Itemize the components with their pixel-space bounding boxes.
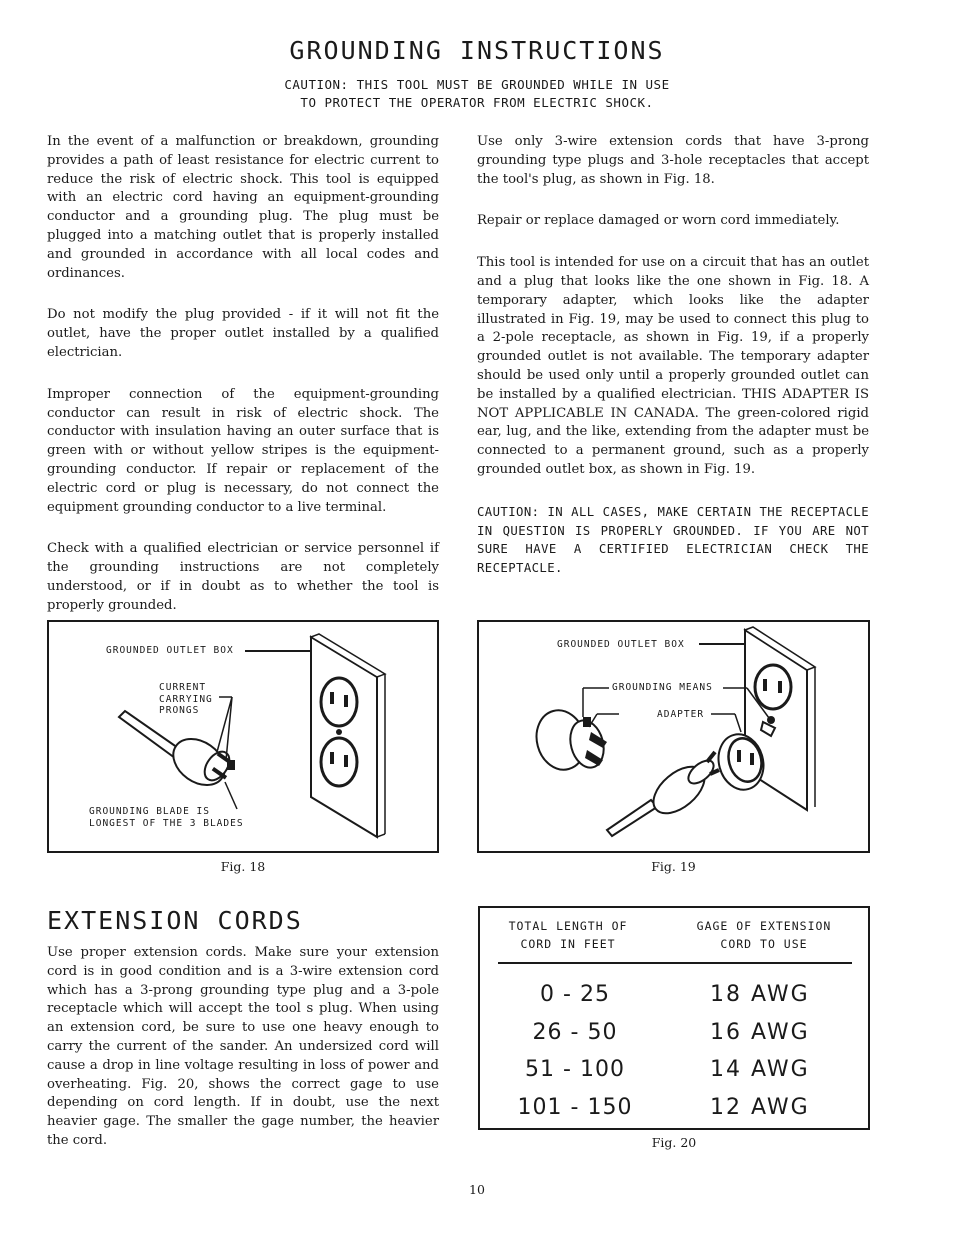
table-row-1-gage: 18 AWG: [710, 982, 810, 1007]
fig20-caption: Fig. 20: [651, 1135, 697, 1150]
paragraph-check-electrician: Check with a qualified electrician or service personnel if the grounding instructions are not completely understood, or if in doubt as to whether the tool is properly grounded.: [47, 541, 439, 613]
extension-cords-body: Use proper extension cords. Make sure your extension cord is in good condition and is a 3-wire extension cord which has a 3-prong grounding type plug and a 3-pole receptacle which will accept the tool s plug. When using an extension cord, be sure to use one heavy enough to carry the current of the sander. An undersized cord will cause a drop in line voltage resulting in loss of power and overheating. Fig. 20, shows the correct gage to use depending on cord length. If in doubt, use the next heavier gage. The smaller the gage number, the heavier the cord.: [47, 945, 439, 1148]
fig18-caption: Fig. 18: [220, 859, 266, 874]
paragraph-caution-receptacle: CAUTION: IN ALL CASES, MAKE CERTAIN THE RECEPTACLE IN QUESTION IS PROPERLY GROUNDED. IF YOU ARE NOT SURE HAVE A CERTIFIED ELECTRICIAN CHECK THE RECEPTACLE.: [477, 504, 869, 576]
page-title: GROUNDING INSTRUCTIONS: [289, 36, 665, 65]
table-row-2-length: 26 - 50: [532, 1020, 618, 1045]
paragraph-modify-plug: Do not modify the plug provided - if it will not fit the outlet, have the proper outlet installed by a qualified electrician.: [47, 307, 439, 360]
paragraph-circuit: This tool is intended for use on a circuit that has an outlet and a plug that looks like the one shown in Fig. 18. A temporary adapter, which looks like the adapter illustrated in Fig. 19, may be used to connect this plug to a 2-pole receptacle, as shown in Fig. 19, if a properly grounded outlet is not available. The temporary adapter should be used only until a properly grounded outlet can be installed by a qualified electrician. THIS ADAPTER IS NOT APPLICABLE IN CANADA. The green-colored rigid ear, lug, and the like, extending from the adapter must be connected to a permanent ground, such as a properly grounded outlet box, as shown in Fig. 19.: [477, 255, 869, 477]
figure-19: [477, 620, 870, 853]
table-row-2-gage: 16 AWG: [710, 1020, 810, 1045]
extension-cords-heading: EXTENSION CORDS: [47, 906, 303, 935]
fig19-illustration: [479, 622, 868, 851]
gage-table-header-gage: [676, 917, 852, 953]
fig18-label-blade-line2: LONGEST OF THE 3 BLADES: [89, 817, 244, 829]
left-column: [47, 133, 439, 639]
table-row-4-length: 101 - 150: [517, 1095, 633, 1120]
header-length-line2: CORD IN FEET: [520, 937, 616, 951]
fig18-label-outlet-box: GROUNDED OUTLET BOX: [106, 645, 234, 656]
fig18-label-blade-line1: GROUNDING BLADE IS: [89, 806, 210, 817]
fig19-label-outlet-box: GROUNDED OUTLET BOX: [557, 639, 685, 650]
paragraph-repair-cord: Repair or replace damaged or worn cord immediately.: [477, 213, 840, 229]
header-gage-line2: CORD TO USE: [720, 937, 808, 951]
caution-notice: [0, 76, 954, 112]
fig18-label-prongs-line1: CURRENT: [159, 682, 207, 693]
gage-table: [478, 906, 870, 1130]
page-number: 10: [469, 1182, 485, 1197]
paragraph-malfunction: In the event of a malfunction or breakdown, grounding provides a path of least resistance for electric current to reduce the risk of electric shock. This tool is equipped with an electric cord having an equipment-grounding conductor and a grounding plug. The plug must be plugged into a matching outlet that is properly installed and grounded in accordance with all local codes and ordinances.: [47, 134, 439, 281]
fig19-caption: Fig. 19: [651, 859, 696, 874]
table-row-3-length: 51 - 100: [525, 1057, 625, 1082]
header-gage-line1: GAGE OF EXTENSION: [696, 919, 832, 933]
table-row-4-gage: 12 AWG: [710, 1095, 810, 1120]
fig18-label-prongs: [159, 682, 213, 717]
caution-line-2: TO PROTECT THE OPERATOR FROM ELECTRIC SHOCK.: [300, 95, 654, 110]
header-length-line1: TOTAL LENGTH OF: [508, 919, 628, 933]
paragraph-three-wire: Use only 3-wire extension cords that have 3-prong grounding type plugs and 3-hole receptacles that accept the tool's plug, as shown in Fig. 18.: [477, 134, 869, 187]
fig18-label-prongs-line3: PRONGS: [159, 705, 200, 716]
gage-table-header-length: [494, 917, 642, 953]
caution-line-1: CAUTION: THIS TOOL MUST BE GROUNDED WHILE IN USE: [284, 77, 670, 92]
gage-table-divider: [498, 962, 852, 964]
fig19-label-grounding-means: GROUNDING MEANS: [612, 682, 713, 693]
figure-18: [47, 620, 439, 853]
table-row-1-length: 0 - 25: [540, 982, 610, 1007]
fig18-label-prongs-line2: CARRYING: [159, 693, 213, 705]
fig19-label-adapter: ADAPTER: [657, 709, 705, 720]
table-row-3-gage: 14 AWG: [710, 1057, 810, 1082]
paragraph-improper-connection: Improper connection of the equipment-grounding conductor can result in risk of electric shock. The conductor with insulation having an outer surface that is green with or without yellow stripes is the equipment-grounding conductor. If repair or replacement of the electric cord or plug is necessary, do not connect the equipment grounding conductor to a live terminal.: [47, 386, 439, 515]
fig18-label-blade: [89, 806, 244, 829]
right-column: [477, 133, 869, 601]
